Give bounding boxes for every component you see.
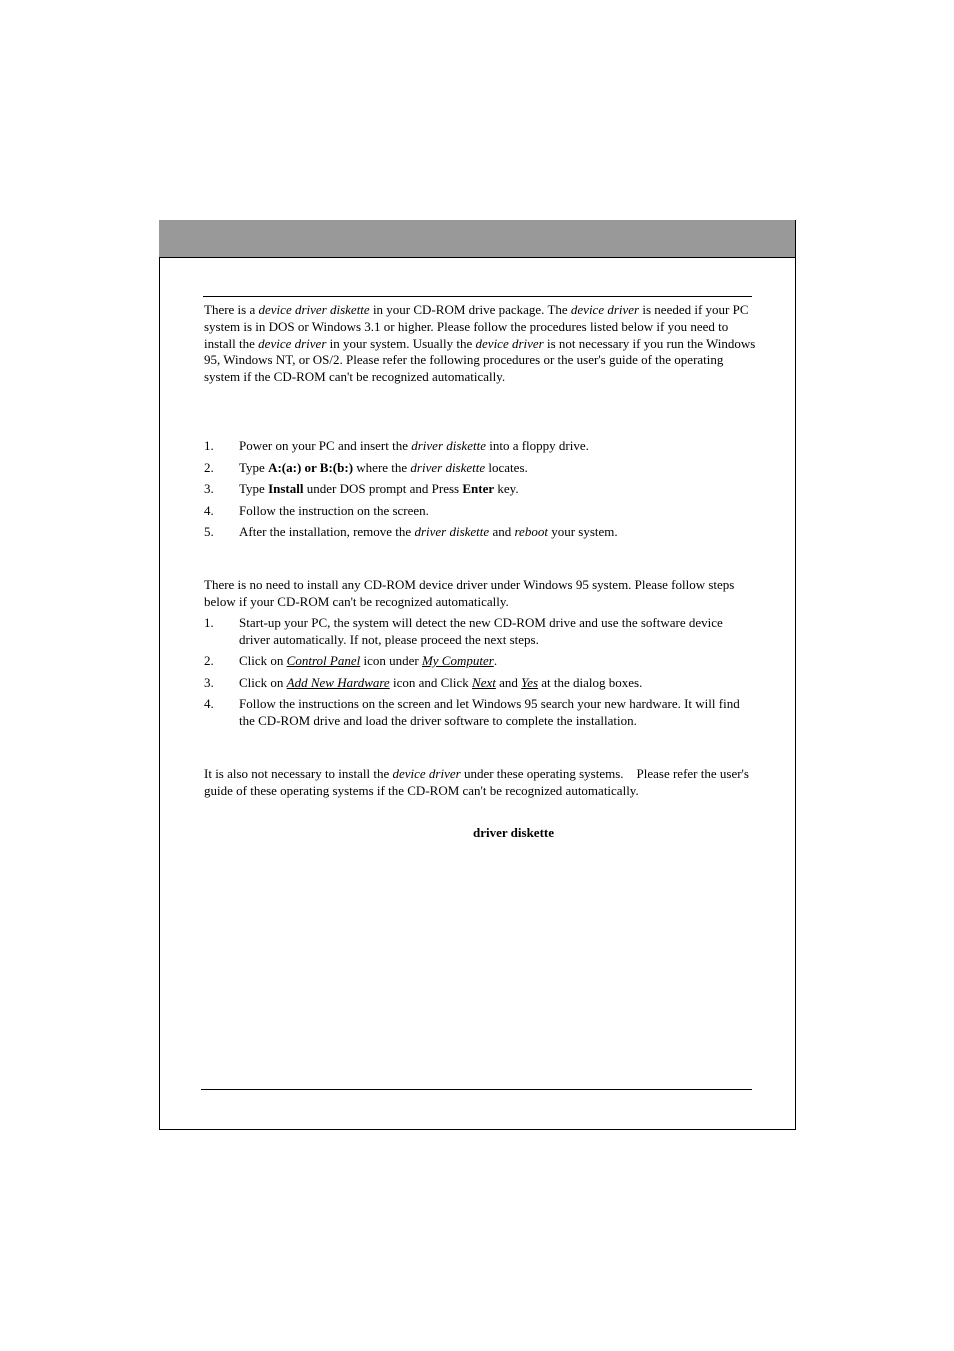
intro-paragraph: There is a device driver diskette in your CD-ROM drive package. The device driver is needed if your PC system is in DOS or Windows 3.1 or higher. Please follow the procedures listed below if you need to install the device driver in your system. Usually the device driver is not necessary if you run the Windows 95, Windows NT, or OS/2. Please refer the following procedures or the user's guide of the operating system if the CD-ROM can't be recognized automatically. [204,302,756,385]
bottom-rule [201,1089,752,1090]
win95-intro: There is no need to install any CD-ROM device driver under Windows 95 system. Please follow steps below if your CD-ROM can't be recognized automatically. [204,577,735,609]
figure-label: driver diskette [473,825,554,840]
top-rule [203,296,752,297]
header-bar [159,220,795,258]
other-os-paragraph: It is also not necessary to install the device driver under these operating systems. Please refer the user's guide of these operating systems if the CD-ROM can't be recognized automatically. [204,766,753,798]
